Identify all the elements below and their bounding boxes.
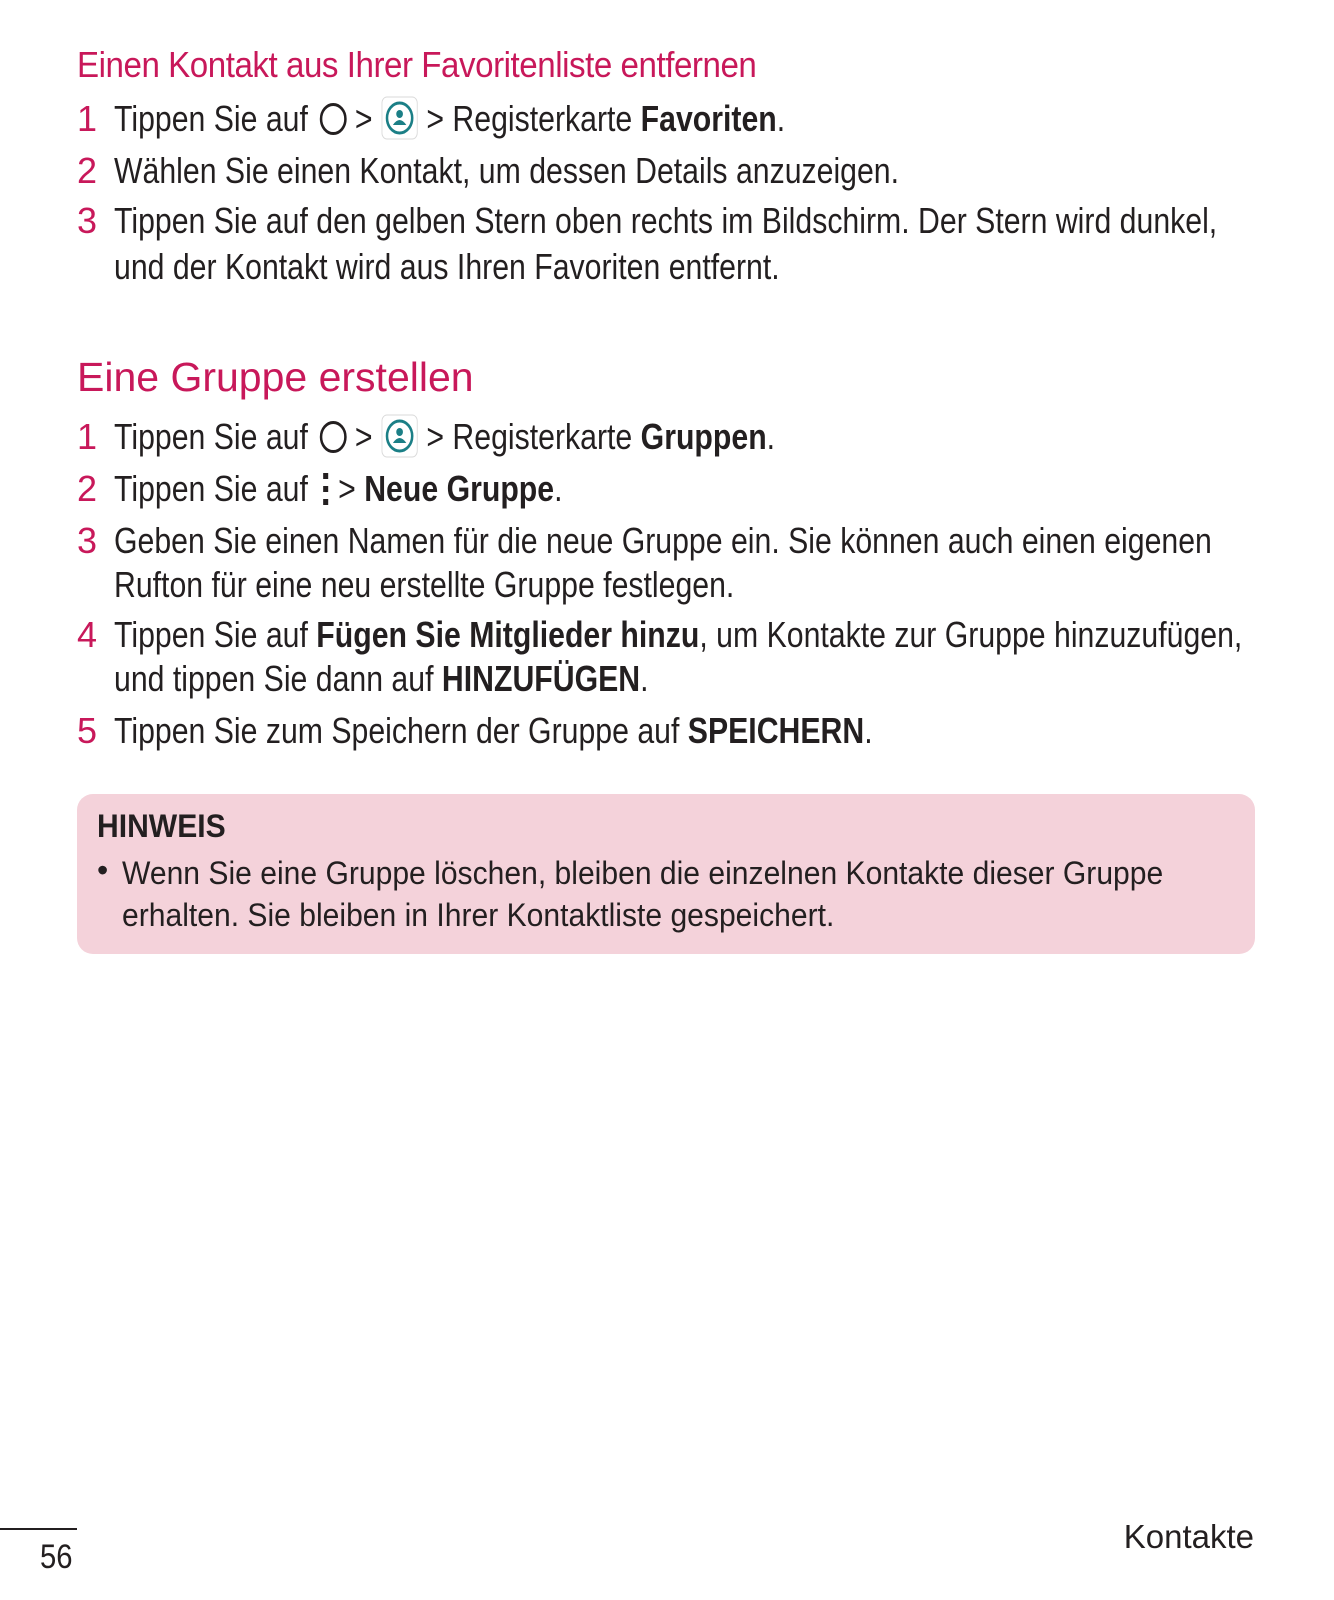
section-heading: Eine Gruppe erstellen (77, 354, 474, 400)
note-title: HINWEIS (97, 808, 226, 844)
step-number: 4 (77, 614, 98, 655)
step-number: 1 (77, 98, 98, 139)
step-number: 5 (77, 710, 98, 751)
separator: > (338, 468, 356, 509)
step-text-line1 (114, 612, 1242, 658)
step-text-pre: und tippen Sie dann auf (114, 658, 434, 699)
home-circle-icon (320, 421, 347, 453)
footer-section-name: Kontakte (1123, 1518, 1254, 1555)
step-text-line1: Tippen Sie auf den gelben Stern oben rechts im Bildschirm. Der Stern wird dunkel, (114, 200, 1218, 241)
separator: > (354, 98, 373, 139)
bullet-icon: • (97, 852, 109, 888)
subsection-heading: Einen Kontakt aus Ihrer Favoritenliste entfernen (77, 44, 757, 85)
step-number: 2 (77, 150, 98, 191)
step-text (114, 466, 563, 512)
button-name-add: HINZUFÜGEN (441, 658, 641, 699)
step-number: 2 (77, 468, 98, 509)
step-text-mid: , um Kontakte zur Gruppe hinzuzufügen, (699, 614, 1243, 655)
page-number: 56 (40, 1538, 73, 1576)
contacts-app-icon (381, 414, 418, 458)
separator: > (354, 416, 373, 457)
period: . (776, 98, 786, 139)
tab-name-favorites: Favoriten (640, 98, 777, 139)
step-text-pre: Tippen Sie auf (114, 98, 308, 139)
step-text (114, 708, 873, 754)
step-text-mid: > Registerkarte (426, 98, 633, 139)
tab-name-groups: Gruppen (640, 416, 767, 457)
footer-rule (0, 1528, 77, 1530)
period: . (640, 658, 649, 699)
button-name-save: SPEICHERN (687, 710, 865, 751)
step-text-pre: Tippen Sie auf (114, 468, 308, 509)
step-text (114, 96, 785, 142)
period: . (864, 710, 873, 751)
step-number: 3 (77, 520, 98, 561)
note-text: Wenn Sie eine Gruppe löschen, bleiben die einzelnen Kontakte dieser Gruppe erhalten. Sie bleiben in Ihrer Kontaktliste gespeichert. (122, 855, 1164, 933)
period: . (554, 468, 563, 509)
home-circle-icon (320, 103, 347, 135)
step-text-mid: > Registerkarte (426, 416, 633, 457)
step-text-pre: Tippen Sie auf (114, 416, 308, 457)
step-text (114, 414, 775, 460)
step-text: Wählen Sie einen Kontakt, um dessen Details anzuzeigen. (114, 150, 900, 191)
step-text-pre: Tippen Sie auf (114, 614, 308, 655)
option-add-members: Fügen Sie Mitglieder hinzu (316, 614, 700, 655)
step-text-line2: und der Kontakt wird aus Ihren Favoriten entfernt. (114, 246, 780, 287)
step-text-line2: Rufton für eine neu erstellte Gruppe festlegen. (114, 564, 735, 605)
contacts-app-icon (381, 96, 418, 140)
period: . (766, 416, 776, 457)
step-text-line1: Geben Sie einen Namen für die neue Gruppe ein. Sie können auch einen eigenen (114, 520, 1212, 561)
step-number: 3 (77, 200, 98, 241)
step-number: 1 (77, 416, 98, 457)
menu-item-new-group: Neue Gruppe (364, 468, 555, 509)
more-options-icon (320, 471, 332, 507)
step-text-pre: Tippen Sie zum Speichern der Gruppe auf (114, 710, 680, 751)
note-box (77, 794, 1255, 954)
step-text-line2 (114, 656, 649, 702)
